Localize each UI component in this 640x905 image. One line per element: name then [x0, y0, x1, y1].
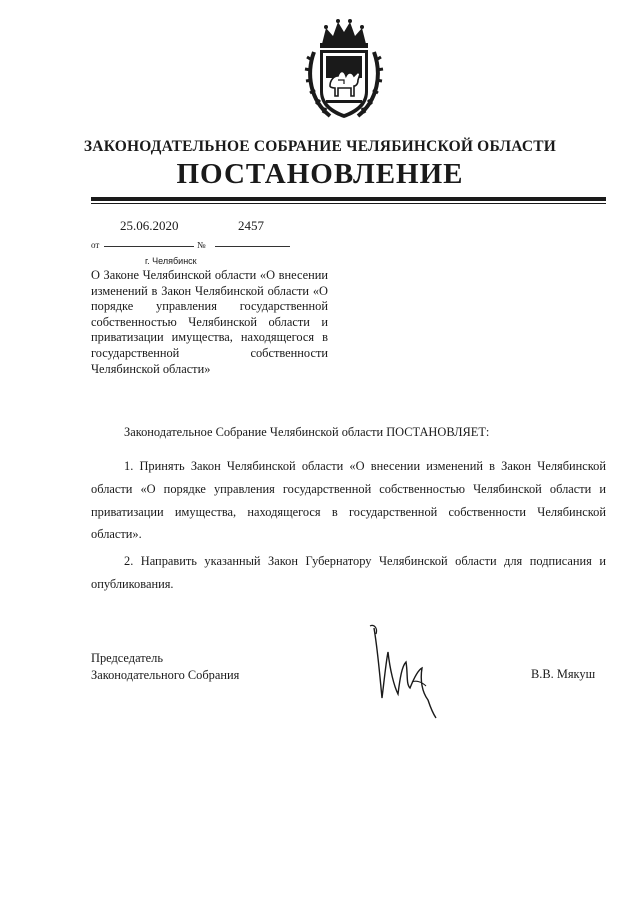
signatory-title-line-2: Законодательного Собрания	[91, 668, 240, 682]
signatory-name: В.В. Мякуш	[531, 667, 596, 681]
number-underline	[215, 246, 290, 247]
resolution-paragraph-2: 2. Направить указанный Закон Губернатору Челябинской области для подписания и опубликования.	[91, 554, 606, 591]
coat-of-arms-icon	[300, 14, 388, 126]
header-divider-thick	[91, 197, 606, 201]
signatory-title	[91, 650, 239, 684]
document-subject: О Законе Челябинской области «О внесении изменений в Закон Челябинской области «О порядке управления государственной собственностью Челябинской области и приватизации имущества, находящегося в государственной собственности Челябинской области»	[91, 268, 328, 376]
document-number: 2457	[238, 218, 264, 233]
resolution-intro: Законодательное Собрание Челябинской области ПОСТАНОВЛЯЕТ:	[124, 425, 490, 439]
date-label: от	[91, 240, 100, 250]
signatory-title-line-1: Председатель	[91, 651, 164, 665]
date-underline	[104, 246, 194, 247]
organization-name: ЗАКОНОДАТЕЛЬНОЕ СОБРАНИЕ ЧЕЛЯБИНСКОЙ ОБЛАСТИ	[83, 138, 557, 155]
handwritten-signature-icon	[366, 622, 446, 722]
header-divider-thin	[91, 203, 606, 204]
city-label: г. Челябинск	[145, 256, 197, 266]
number-label: №	[197, 240, 206, 250]
resolution-paragraph-1: 1. Принять Закон Челябинской области «О внесении изменений в Закон Челябинской области «О порядке управления государственной собственностью Челябинской области и приватизации имущества, находящегося в государственной собственности Челябинской области».	[91, 459, 606, 542]
document-date: 25.06.2020	[120, 218, 179, 233]
document-type-title: ПОСТАНОВЛЕНИЕ	[176, 158, 464, 190]
